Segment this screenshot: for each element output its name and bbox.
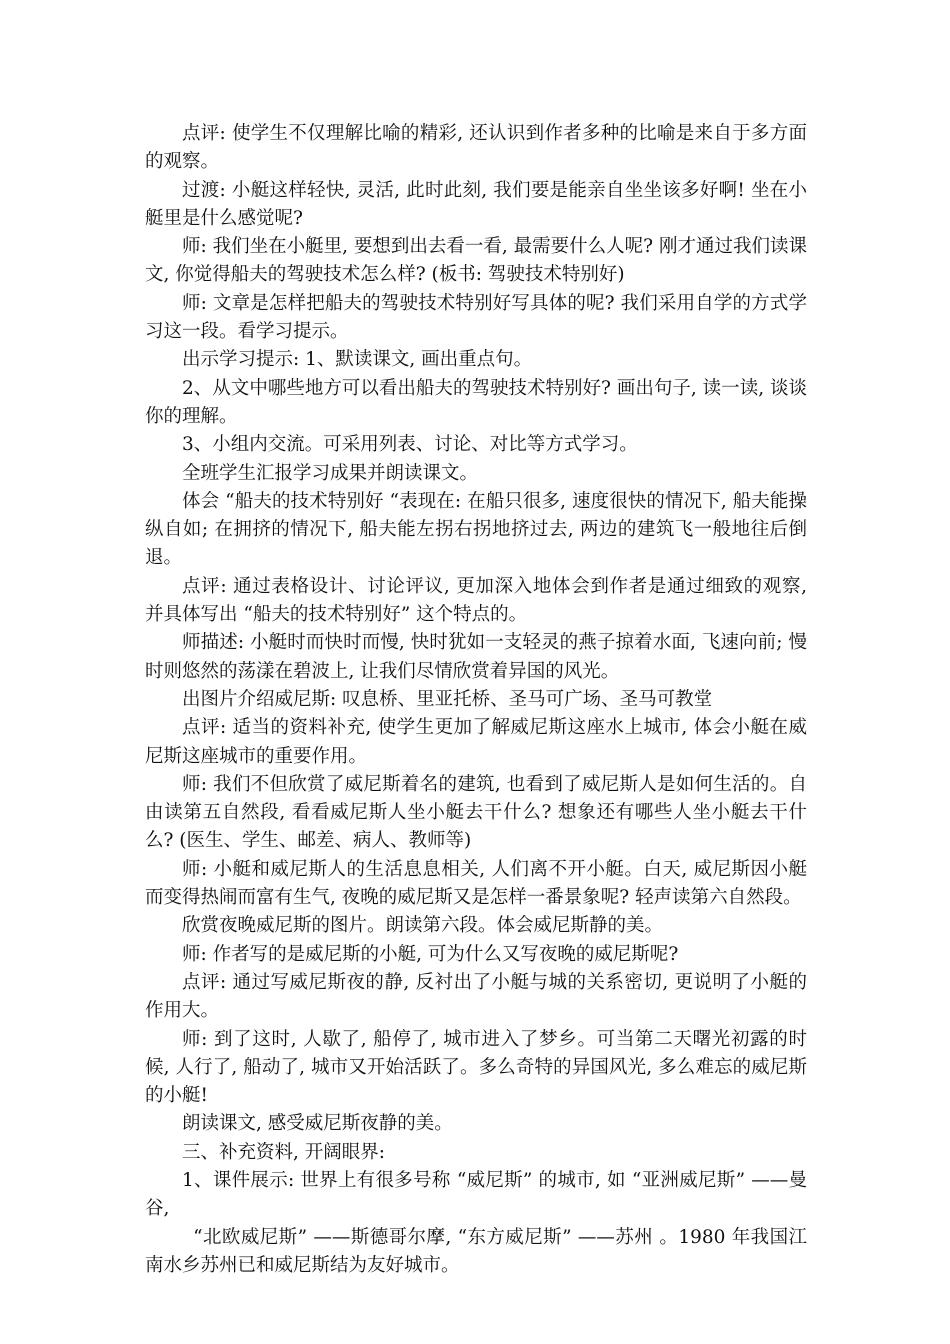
paragraph-study-tip-1: 出示学习提示: 1、默读课文, 画出重点句。: [182, 349, 533, 371]
paragraph-night-pictures: 欣赏夜晚威尼斯的图片。朗读第六段。体会威尼斯静的美。: [182, 915, 664, 937]
paragraph-teacher-paragraph-six: 师: 小艇和威尼斯人的生活息息相关, 人们离不开小艇。白天, 威尼斯因小艇而变得热闹而富有生气, 夜晚的威尼斯又是怎样一番景象呢? 轻声读第六自然段。: [145, 858, 807, 909]
paragraph-transition: 过渡: 小艇这样轻快, 灵活, 此时此刻, 我们要是能亲自坐坐该多好啊! 坐在小艇里是什么感觉呢?: [145, 179, 807, 229]
document-body: [145, 120, 807, 1280]
paragraph-comment-metaphor: 点评: 使学生不仅理解比喻的精彩, 还认识到作者多种的比喻是来自于多方面的观察。: [145, 123, 807, 173]
paragraph-teacher-dream: 师: 到了这时, 人歇了, 船停了, 城市进入了梦乡。可当第二天曙光初露的时候, 人行了, 船动了, 城市又开始活跃了。多么奇特的异国风光, 多么难忘的威尼斯的小艇!: [145, 1028, 807, 1107]
paragraph-venice-cities: “北欧威尼斯” ——斯德哥尔摩, “东方威尼斯” ——苏州 。1980 年我国江南水乡苏州已和威尼斯结为友好城市。: [145, 1226, 807, 1276]
paragraph-boatman-skill: 体会 “船夫的技术特别好 “表现在: 在船只很多, 速度很快的情况下, 船夫能操纵自如; 在拥挤的情况下, 船夫能左拐右拐地挤过去, 两边的建筑飞一般地往后倒退。: [145, 490, 807, 569]
paragraph-teacher-paragraph-five: 师: 我们不但欣赏了威尼斯着名的建筑, 也看到了威尼斯人是如何生活的。自由读第五自然段, 看看威尼斯人坐小艇去干什么? 想象还有哪些人坐小艇去干什么? (医生、学生、邮差、病人、教师等): [145, 773, 807, 852]
paragraph-courseware: 1、课件展示: 世界上有很多号称 “威尼斯” 的城市, 如 “亚洲威尼斯” ——曼谷,: [145, 1169, 807, 1220]
paragraph-class-report: 全班学生汇报学习成果并朗读课文。: [182, 462, 479, 484]
paragraph-venice-pictures: 出图片介绍威尼斯: 叹息桥、里亚托桥、圣马可广场、圣马可教堂: [182, 688, 713, 710]
paragraph-teacher-question-boatman: 师: 我们坐在小艇里, 要想到出去看一看, 最需要什么人呢? 刚才通过我们读课文, 你觉得船夫的驾驶技术怎么样? (板书: 驾驶技术特别好): [145, 236, 807, 286]
paragraph-comment-night: 点评: 通过写威尼斯夜的静, 反衬出了小艇与城的关系密切, 更说明了小艇的作用大。: [145, 971, 807, 1022]
paragraph-comment-resources: 点评: 适当的资料补充, 使学生更加了解威尼斯这座水上城市, 体会小艇在威尼斯这座城市的重要作用。: [145, 717, 807, 767]
paragraph-teacher-description: 师描述: 小艇时而快时而慢, 快时犹如一支轻灵的燕子掠着水面, 飞速向前; 慢时则悠然的荡漾在碧波上, 让我们尽情欣赏着异国的风光。: [145, 632, 807, 682]
paragraph-study-tip-2: 2、从文中哪些地方可以看出船夫的驾驶技术特别好? 画出句子, 读一读, 谈谈你的理解。: [145, 377, 807, 427]
paragraph-teacher-night-question: 师: 作者写的是威尼斯的小艇, 可为什么又写夜晚的威尼斯呢?: [182, 943, 679, 965]
paragraph-teacher-self-study: 师: 文章是怎样把船夫的驾驶技术特别好写具体的呢? 我们采用自学的方式学习这一段。看学习提示。: [145, 292, 807, 343]
paragraph-comment-table: 点评: 通过表格设计、讨论评议, 更加深入地体会到作者是通过细致的观察, 并具体写出 “船夫的技术特别好” 这个特点的。: [145, 575, 807, 626]
paragraph-read-aloud: 朗读课文, 感受威尼斯夜静的美。: [182, 1113, 453, 1135]
section-heading-supplement: 三、补充资料, 开阔眼界:: [182, 1141, 385, 1163]
paragraph-study-tip-3: 3、小组内交流。可采用列表、讨论、对比等方式学习。: [182, 434, 638, 456]
